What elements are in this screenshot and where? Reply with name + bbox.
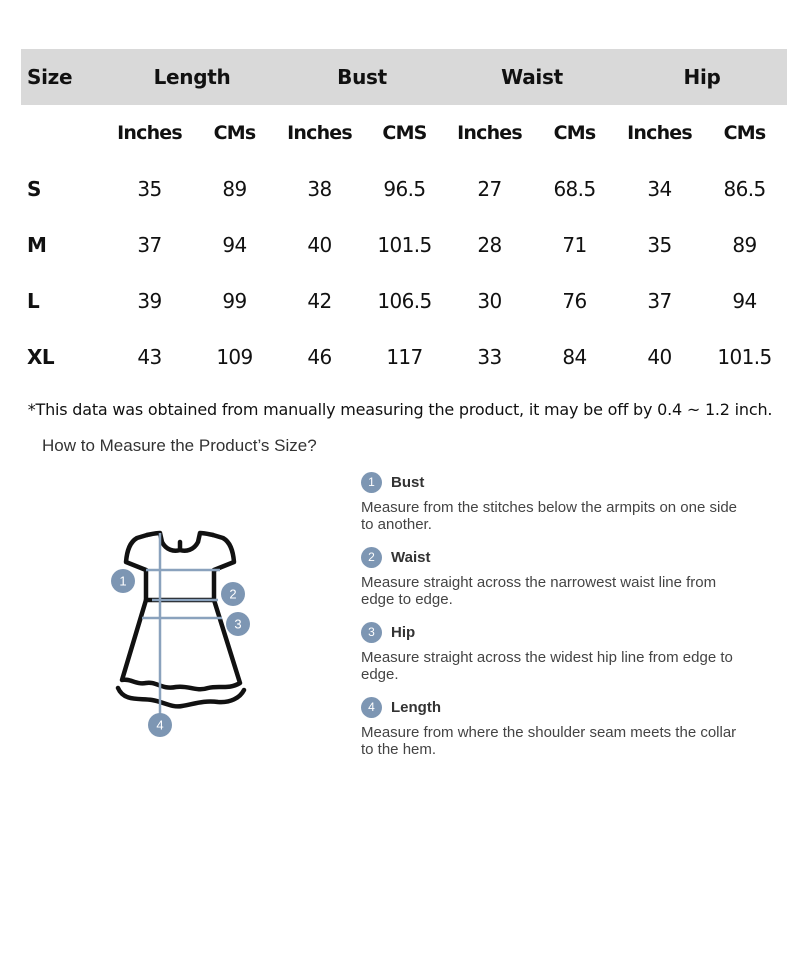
marker-2 [221,582,245,606]
table-cell: 40 [307,233,332,257]
unit-header: CMs [213,122,256,144]
dress-outline-icon [118,533,244,706]
table-cell: 117 [386,345,423,369]
table-cell: 101.5 [717,345,772,369]
measurement-note: *This data was obtained from manually measuring the product, it may be off by 0.4 ~ 1.2 inch. [27,400,773,419]
table-cell: 89 [222,177,247,201]
table-cell: 96.5 [383,177,426,201]
unit-header: CMs [723,122,766,144]
marker-4 [148,713,172,737]
step-title: Bust [391,473,425,491]
table-cell: 39 [137,289,162,313]
table-cell: 68.5 [553,177,596,201]
size-cell: XL [27,345,54,369]
table-cell: 37 [137,233,162,257]
marker-1 [111,569,135,593]
step-description: Measure from where the shoulder seam meets the collar to the hem. [361,724,737,758]
size-header: Size [21,49,107,105]
table-row [21,217,787,273]
step-description: Measure from the stitches below the armpits on one side to another. [361,499,738,533]
table-cell: 109 [216,345,253,369]
step-description: Measure straight across the widest hip line from edge to edge. [361,649,733,683]
group-header-length: Length [107,49,277,105]
marker-label: 4 [156,717,164,733]
marker-label: 3 [234,616,242,632]
step-number-badge: 1 [361,472,382,493]
table-cell: 33 [477,345,502,369]
table-cell: 30 [477,289,502,313]
table-cell: 106.5 [377,289,432,313]
table-cell: 46 [307,345,332,369]
table-cell: 42 [307,289,332,313]
step-bust [361,471,751,533]
unit-header: CMS [382,122,427,144]
table-cell: 40 [647,345,672,369]
table-cell: 43 [137,345,162,369]
unit-header: Inches [627,122,692,144]
table-row [21,273,787,329]
size-cell: M [27,233,47,257]
measure-guide-title: How to Measure the Product’s Size? [42,436,317,455]
table-cell: 27 [477,177,502,201]
size-chart-table [21,49,787,385]
table-cell: 99 [222,289,247,313]
marker-label: 1 [119,573,127,589]
group-header-hip: Hip [617,49,787,105]
unit-header: CMs [553,122,596,144]
table-cell: 86.5 [723,177,766,201]
step-number-badge: 2 [361,547,382,568]
unit-header: Inches [117,122,182,144]
table-cell: 37 [647,289,672,313]
table-cell: 28 [477,233,502,257]
table-cell: 34 [647,177,672,201]
unit-header-blank [21,105,107,161]
measure-steps [361,471,751,771]
step-description: Measure straight across the narrowest waist line from edge to edge. [361,574,717,608]
unit-header: Inches [457,122,522,144]
table-cell: 89 [732,233,757,257]
table-row [21,329,787,385]
step-hip [361,621,751,683]
step-number-badge: 4 [361,697,382,718]
step-number-badge: 3 [361,622,382,643]
table-cell: 101.5 [377,233,432,257]
table-cell: 38 [307,177,332,201]
step-title: Waist [391,548,431,566]
step-length [361,696,751,758]
step-waist [361,546,751,608]
table-cell: 94 [732,289,757,313]
size-cell: S [27,177,41,201]
table-cell: 35 [647,233,672,257]
step-title: Hip [391,623,416,641]
table-cell: 94 [222,233,247,257]
table-row [21,161,787,217]
group-header-bust: Bust [277,49,447,105]
table-cell: 35 [137,177,162,201]
table-cell: 76 [562,289,587,313]
unit-header: Inches [287,122,352,144]
dress-diagram [100,520,260,745]
unit-header-row [21,105,787,161]
table-cell: 84 [562,345,587,369]
table-cell: 71 [562,233,587,257]
marker-label: 2 [229,586,237,602]
group-header-row [21,49,787,105]
step-title: Length [391,698,441,716]
marker-3 [226,612,250,636]
size-cell: L [27,289,40,313]
group-header-waist: Waist [447,49,617,105]
